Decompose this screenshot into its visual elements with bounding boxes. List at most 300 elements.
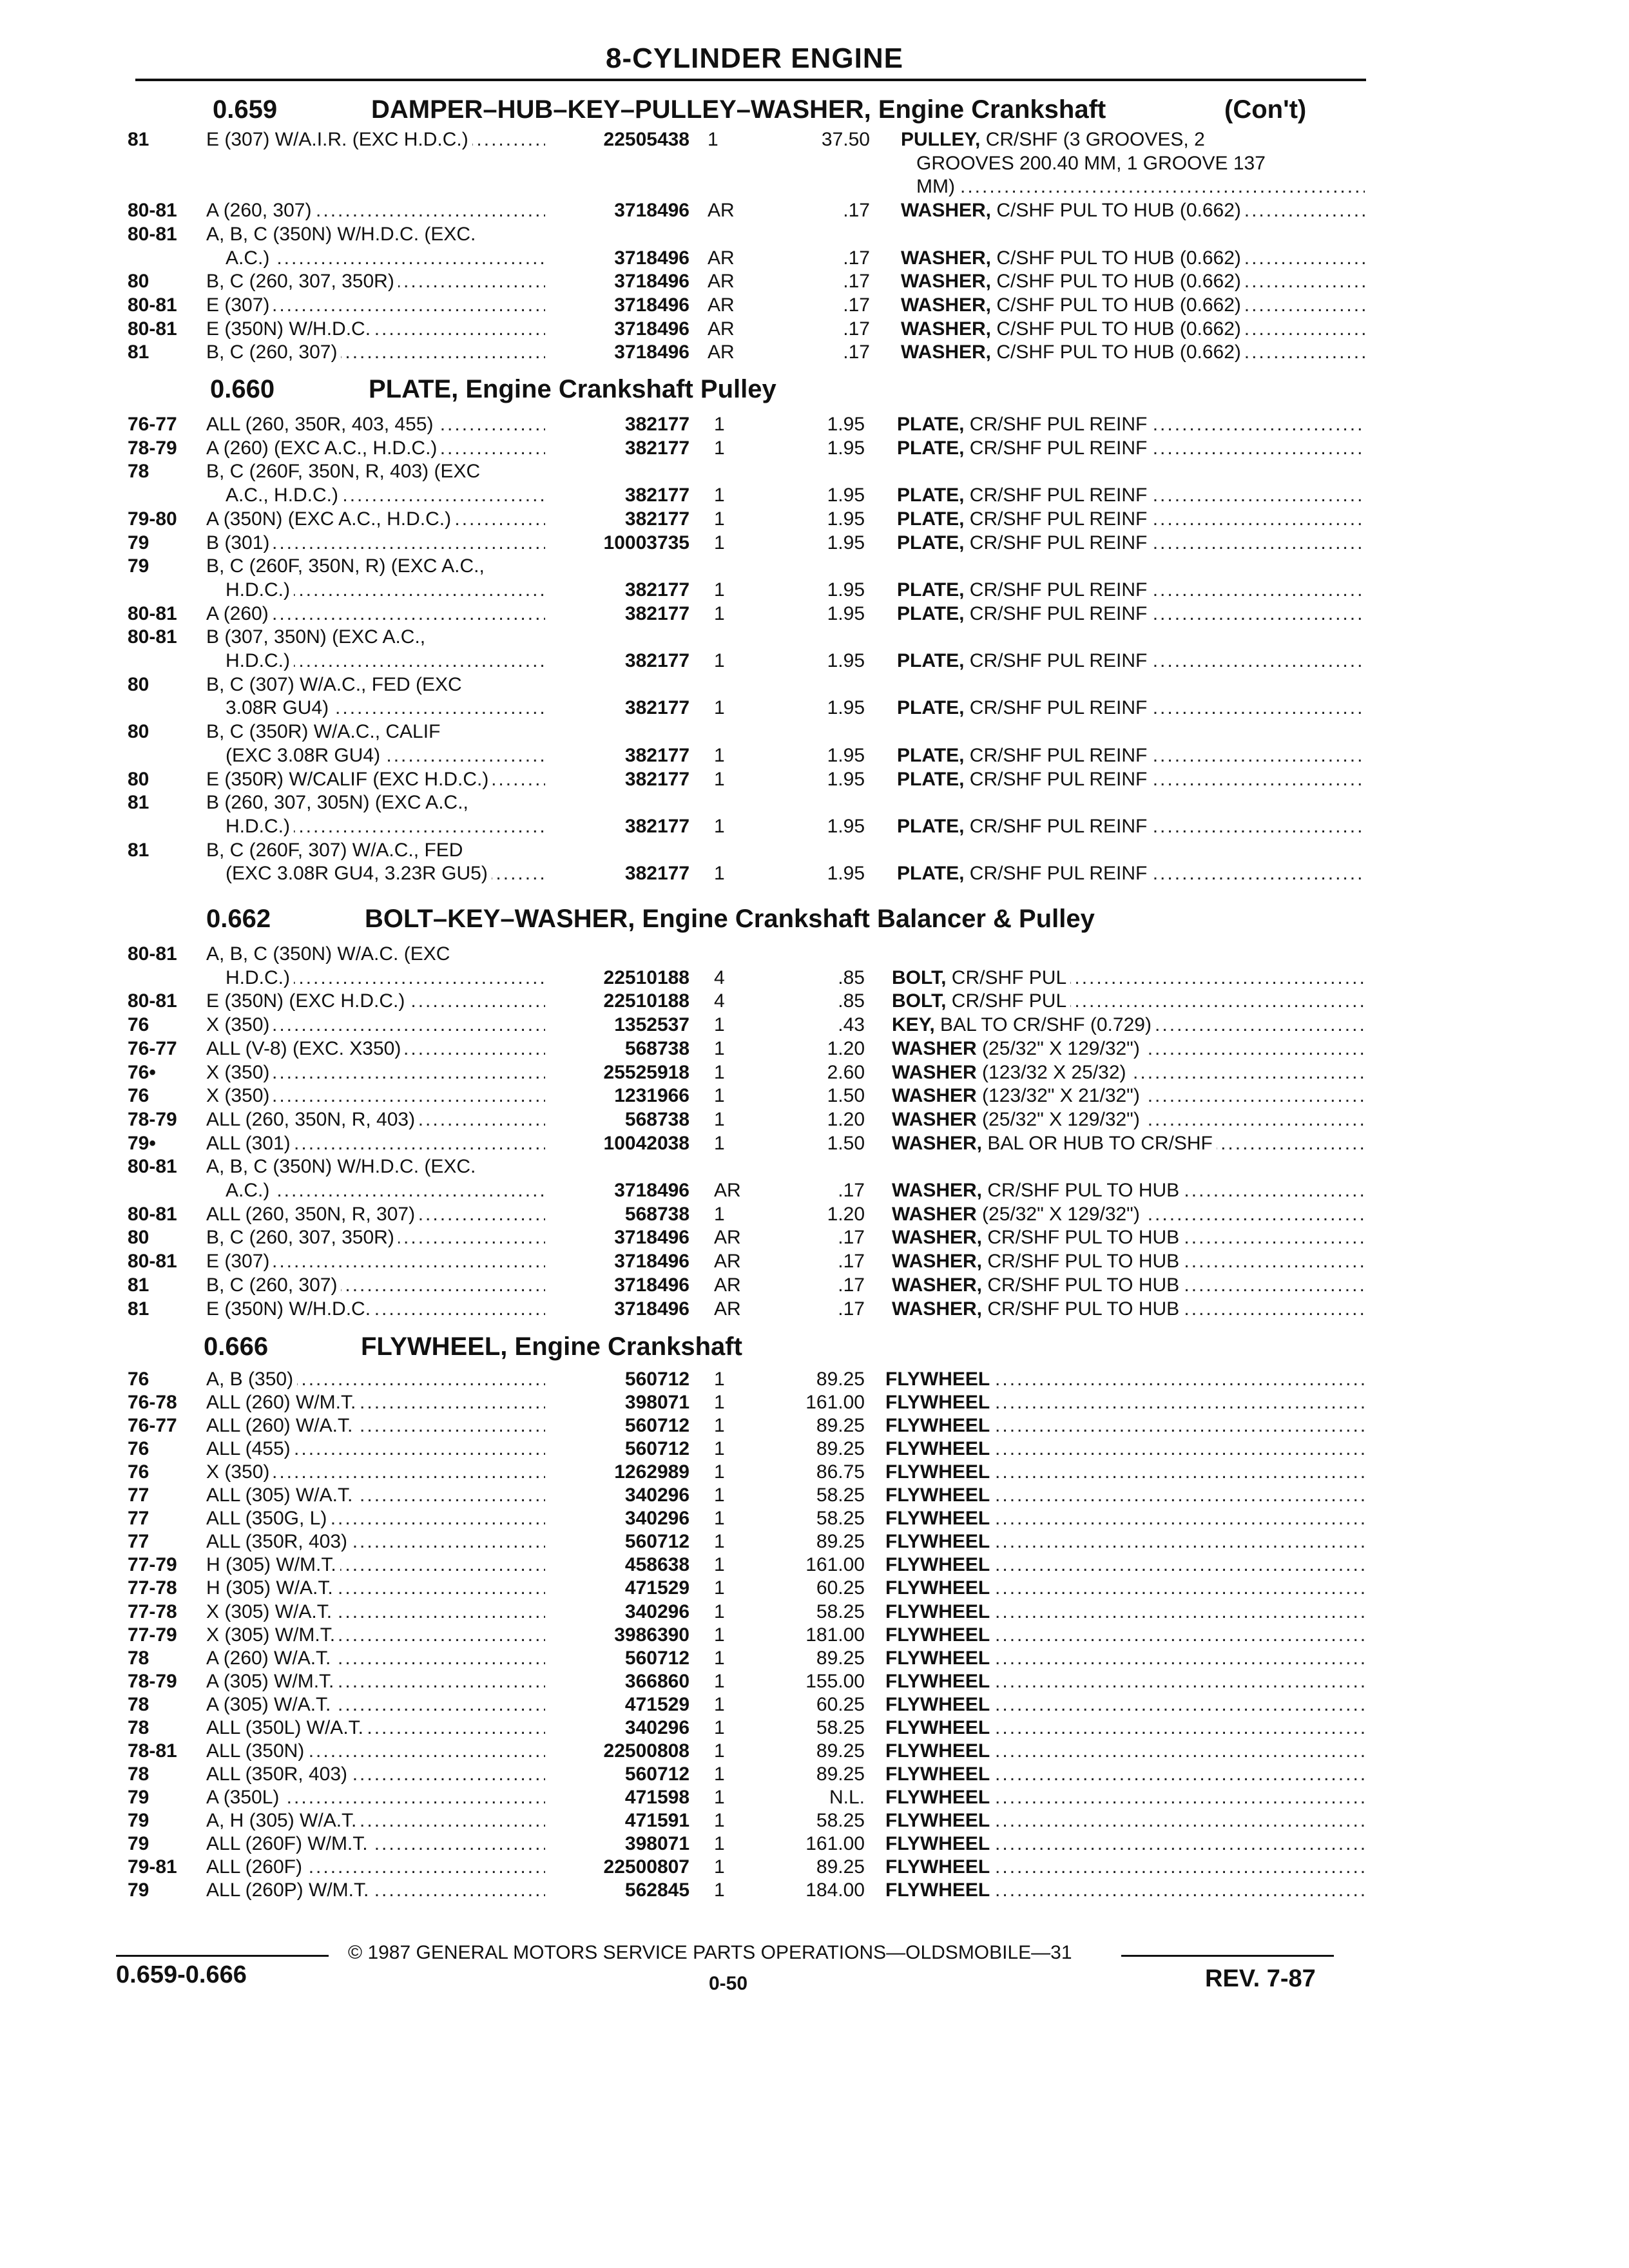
quantity: 4 — [714, 966, 725, 988]
quantity: 1 — [714, 1740, 725, 1762]
unit-price: 89.25 — [816, 1740, 865, 1762]
fitment-text: E (307) — [206, 1251, 273, 1272]
unit-price: 58.25 — [816, 1485, 865, 1506]
part-name — [885, 1833, 1365, 1855]
fitment-text: 3.08R GU4) — [226, 697, 333, 718]
quantity: 1 — [714, 697, 725, 719]
part-number: 382177 — [624, 437, 689, 459]
unit-price: .17 — [843, 318, 870, 340]
quantity: AR — [714, 1227, 741, 1249]
part-number: 22505438 — [603, 129, 689, 150]
unit-price: .17 — [838, 1180, 865, 1201]
model-year: 77-79 — [128, 1554, 177, 1576]
fitment-text: H.D.C.) — [226, 967, 294, 988]
part-name-keyword: PLATE, — [897, 579, 965, 601]
part-name-keyword: WASHER, — [901, 318, 992, 340]
fitment-text: H.D.C.) — [226, 650, 294, 671]
quantity: 1 — [714, 1531, 725, 1553]
part-number: 3718496 — [614, 1251, 689, 1273]
part-number: 398071 — [624, 1833, 689, 1854]
part-name-detail: CR/SHF PUL REINF — [969, 744, 1148, 766]
model-year: 77 — [128, 1485, 149, 1506]
part-name — [901, 294, 1365, 316]
part-name — [897, 769, 1365, 791]
model-year: 79• — [128, 1132, 156, 1154]
part-name — [885, 1671, 1365, 1693]
part-name — [897, 508, 1365, 530]
model-year: 78-79 — [128, 1670, 177, 1692]
model-year: 76 — [128, 1014, 149, 1036]
part-name-text — [892, 1062, 1130, 1083]
part-name-detail: C/SHF PUL TO HUB (0.662) — [996, 247, 1241, 269]
unit-price: 89.25 — [816, 1647, 865, 1669]
unit-price: 89.25 — [816, 1531, 865, 1553]
section-title: DAMPER–HUB–KEY–PULLEY–WASHER, Engine Crankshaft — [371, 95, 1106, 124]
part-name-keyword: PULLEY, — [901, 129, 981, 150]
model-year: 81 — [128, 792, 149, 814]
part-number: 471529 — [624, 1577, 689, 1599]
unit-price: .17 — [838, 1251, 865, 1273]
fitment-text: (EXC 3.08R GU4) — [226, 745, 384, 766]
part-name-text — [885, 1392, 994, 1413]
part-number: 3718496 — [614, 1298, 689, 1320]
unit-price: 1.95 — [827, 485, 865, 506]
part-name — [885, 1438, 1365, 1460]
model-year: 80-81 — [128, 318, 177, 340]
model-year: 80 — [128, 673, 149, 695]
model-year: 81 — [128, 1274, 149, 1296]
section-number: 0.666 — [204, 1332, 269, 1361]
fitment-description — [206, 555, 485, 577]
quantity: 1 — [714, 650, 725, 671]
unit-price: 1.20 — [827, 1203, 865, 1225]
part-name-text — [885, 1485, 994, 1506]
part-name-text — [897, 650, 1151, 671]
model-year: 76-77 — [128, 414, 177, 435]
fitment-text: A (260) W/A.T. — [206, 1648, 334, 1669]
fitment-text: X (350) — [206, 1461, 273, 1483]
unit-price: .17 — [843, 247, 870, 269]
part-name-text — [892, 1014, 1155, 1035]
part-name-text — [901, 271, 1245, 292]
part-name-text — [901, 200, 1245, 221]
quantity: AR — [708, 200, 735, 222]
fitment-text: E (350N) W/H.D.C. — [206, 1298, 374, 1320]
part-name-keyword: PLATE, — [897, 508, 965, 530]
part-name-text — [892, 1109, 1144, 1130]
quantity: 1 — [714, 1203, 725, 1225]
model-year: 79 — [128, 1786, 149, 1808]
part-name-text — [885, 1624, 994, 1646]
unit-price: 89.25 — [816, 1438, 865, 1460]
quantity: 1 — [714, 863, 725, 885]
part-name-keyword: WASHER — [892, 1108, 977, 1130]
part-name — [897, 532, 1365, 554]
part-name-detail: MM) — [916, 176, 955, 198]
part-name-text — [885, 1461, 994, 1483]
part-name-detail: CR/SHF PUL REINF — [969, 768, 1148, 790]
quantity: 1 — [714, 815, 725, 837]
part-name-keyword: BOLT, — [892, 966, 947, 988]
fitment-text: A (260) — [206, 603, 273, 624]
part-name-keyword: FLYWHEEL — [885, 1485, 990, 1506]
model-year: 81 — [128, 129, 149, 150]
part-number: 458638 — [624, 1554, 689, 1576]
part-name-detail: C/SHF PUL TO HUB (0.662) — [996, 318, 1241, 340]
part-number: 382177 — [624, 863, 689, 885]
part-name — [885, 1461, 1365, 1483]
quantity: 1 — [714, 1693, 725, 1715]
part-name-detail: (25/32" X 129/32") — [982, 1037, 1140, 1059]
part-name-keyword: FLYWHEEL — [885, 1809, 990, 1831]
part-number: 560712 — [624, 1415, 689, 1437]
fitment-text: A (350N) (EXC A.C., H.D.C.) — [206, 508, 455, 530]
part-name — [885, 1531, 1365, 1553]
unit-price: 184.00 — [805, 1879, 865, 1901]
unit-price: 1.95 — [827, 863, 865, 885]
section-title: PLATE, Engine Crankshaft Pulley — [369, 375, 776, 403]
quantity: AR — [708, 341, 735, 363]
part-name-detail: CR/SHF PUL — [951, 990, 1067, 1012]
unit-price: 60.25 — [816, 1693, 865, 1715]
fitment-description — [206, 674, 462, 696]
fitment-text: A, B, C (350N) W/H.D.C. (EXC. — [206, 223, 476, 245]
part-name-keyword: FLYWHEEL — [885, 1856, 990, 1878]
part-name-text — [897, 603, 1151, 624]
part-name-keyword: PLATE, — [897, 815, 965, 837]
part-name-detail: CR/SHF PUL REINF — [969, 437, 1148, 459]
part-name-detail: CR/SHF PUL REINF — [969, 508, 1148, 530]
model-year: 79 — [128, 532, 149, 553]
fitment-text: B, C (350R) W/A.C., CALIF — [206, 721, 441, 743]
part-name-keyword: FLYWHEEL — [885, 1369, 990, 1390]
part-name — [892, 1227, 1365, 1249]
quantity: 1 — [714, 1554, 725, 1576]
part-number: 340296 — [624, 1485, 689, 1506]
model-year: 77 — [128, 1508, 149, 1530]
part-name-text — [901, 129, 1205, 150]
part-name — [901, 129, 1205, 151]
part-number: 340296 — [624, 1600, 689, 1622]
unit-price: .85 — [838, 990, 865, 1012]
part-name — [885, 1415, 1365, 1437]
quantity: 1 — [714, 1809, 725, 1831]
fitment-text: H (305) W/M.T. — [206, 1554, 340, 1575]
fitment-text: H.D.C.) — [226, 816, 294, 837]
part-name-keyword: FLYWHEEL — [885, 1624, 990, 1646]
part-number: 382177 — [624, 485, 689, 506]
part-name-keyword: PLATE, — [897, 437, 965, 459]
part-name-keyword: FLYWHEEL — [885, 1763, 990, 1785]
part-number: 382177 — [624, 508, 689, 530]
unit-price: 60.25 — [816, 1577, 865, 1599]
fitment-text: A, B, C (350N) W/H.D.C. (EXC. — [206, 1156, 476, 1178]
model-year: 76-78 — [128, 1392, 177, 1414]
model-year: 78 — [128, 1693, 149, 1715]
part-name — [901, 200, 1365, 222]
model-year: 80 — [128, 721, 149, 743]
part-name — [892, 1038, 1365, 1060]
part-name — [885, 1508, 1365, 1530]
part-name-keyword: FLYWHEEL — [885, 1740, 990, 1762]
part-number: 560712 — [624, 1438, 689, 1460]
part-name-text — [885, 1369, 994, 1390]
model-year: 77-78 — [128, 1600, 177, 1622]
fitment-text: E (307) — [206, 294, 273, 316]
part-name-keyword: PLATE, — [897, 414, 965, 435]
quantity: AR — [708, 318, 735, 340]
part-name-keyword: FLYWHEEL — [885, 1438, 990, 1460]
fitment-text: A (305) W/A.T. — [206, 1694, 334, 1715]
fitment-text: X (350) — [206, 1014, 273, 1035]
part-name-keyword: FLYWHEEL — [885, 1461, 990, 1483]
unit-price: 1.95 — [827, 815, 865, 837]
part-name — [897, 603, 1365, 625]
quantity: 1 — [714, 1014, 725, 1036]
part-name-keyword: WASHER, — [901, 247, 992, 269]
unit-price: 1.95 — [827, 414, 865, 435]
unit-price: 1.95 — [827, 650, 865, 671]
part-name-text — [897, 816, 1151, 837]
description-line — [0, 461, 1629, 484]
header-rule — [135, 79, 1366, 81]
fitment-text: B, C (260F, 350N, R, 403) (EXC — [206, 461, 481, 483]
part-number: 3718496 — [614, 1180, 689, 1201]
part-name-text — [885, 1856, 994, 1878]
part-name — [897, 650, 1365, 672]
description-line — [0, 555, 1629, 579]
quantity: 1 — [714, 485, 725, 506]
part-name-detail: CR/SHF (3 GROOVES, 2 — [985, 129, 1205, 150]
quantity: 1 — [714, 1763, 725, 1785]
part-number: 3718496 — [614, 271, 689, 293]
quantity: 1 — [714, 1833, 725, 1854]
part-name-text — [897, 863, 1151, 884]
part-name — [892, 1062, 1365, 1084]
fitment-text: ALL (301) — [206, 1133, 294, 1154]
part-name-text — [901, 318, 1245, 340]
fitment-text: B, C (260F, 350N, R) (EXC A.C., — [206, 555, 485, 577]
part-name-keyword: FLYWHEEL — [885, 1577, 990, 1599]
quantity: AR — [714, 1251, 741, 1273]
part-number: 22510188 — [603, 990, 689, 1012]
part-name-keyword: FLYWHEEL — [885, 1716, 990, 1738]
part-number: 562845 — [624, 1879, 689, 1901]
part-name-keyword: FLYWHEEL — [885, 1647, 990, 1669]
part-name — [901, 341, 1365, 363]
fitment-text: A, B, C (350N) W/A.C. (EXC — [206, 943, 450, 965]
part-name — [885, 1810, 1365, 1832]
part-name-keyword: WASHER, — [892, 1132, 983, 1154]
fitment-text: ALL (260, 350N, R, 403) — [206, 1109, 419, 1130]
fitment-description — [206, 840, 463, 861]
part-name-text — [885, 1438, 994, 1459]
fitment-text: A (350L) — [206, 1787, 283, 1808]
unit-price: 89.25 — [816, 1763, 865, 1785]
part-name — [901, 271, 1365, 293]
model-year: 80-81 — [128, 223, 177, 245]
part-name — [892, 1085, 1365, 1107]
part-name-text — [892, 1251, 1183, 1272]
quantity: 1 — [714, 1369, 725, 1390]
unit-price: .43 — [838, 1014, 865, 1036]
footer-revision: REV. 7-87 — [1205, 1965, 1316, 1992]
model-year: 80-81 — [128, 990, 177, 1012]
part-name-text — [897, 414, 1151, 435]
part-name-keyword: PLATE, — [897, 863, 965, 885]
fitment-text: (EXC 3.08R GU4, 3.23R GU5) — [226, 863, 492, 884]
part-name-keyword: PLATE, — [897, 485, 965, 506]
part-name-text — [897, 532, 1151, 553]
model-year: 80-81 — [128, 602, 177, 624]
unit-price: 1.95 — [827, 532, 865, 553]
fitment-text: ALL (260F) — [206, 1856, 306, 1878]
part-number: 3718496 — [614, 1274, 689, 1296]
fitment-text: ALL (350R, 403) — [206, 1763, 351, 1785]
part-number: 22500807 — [603, 1856, 689, 1878]
quantity: AR — [714, 1180, 741, 1201]
quantity: AR — [714, 1298, 741, 1320]
part-name-keyword: FLYWHEEL — [885, 1879, 990, 1901]
fitment-text: ALL (350N) — [206, 1740, 308, 1762]
unit-price: 1.95 — [827, 508, 865, 530]
part-name — [892, 1204, 1365, 1225]
part-name-keyword: WASHER, — [892, 1251, 983, 1273]
footer-page-number: 0-50 — [709, 1973, 748, 1994]
section-number: 0.662 — [206, 905, 271, 933]
part-name — [901, 318, 1365, 340]
unit-price: 161.00 — [805, 1392, 865, 1414]
unit-price: .85 — [838, 966, 865, 988]
section-number: 0.659 — [213, 95, 278, 124]
part-number: 340296 — [624, 1716, 689, 1738]
part-number: 10042038 — [603, 1132, 689, 1154]
fitment-text: B (260, 307, 305N) (EXC A.C., — [206, 792, 468, 814]
part-name-detail: CR/SHF PUL REINF — [969, 863, 1148, 885]
part-name-detail: CR/SHF PUL REINF — [969, 602, 1148, 624]
section-number: 0.660 — [210, 375, 275, 403]
fitment-text: B (307, 350N) (EXC A.C., — [206, 626, 426, 648]
fitment-text: B, C (260, 307, 350R) — [206, 271, 398, 292]
quantity: 1 — [714, 1485, 725, 1506]
part-name-detail: BAL TO CR/SHF (0.729) — [940, 1014, 1152, 1036]
part-number: 366860 — [624, 1670, 689, 1692]
quantity: 1 — [714, 1716, 725, 1738]
fitment-text: H (305) W/A.T. — [206, 1577, 337, 1599]
footer-rule-left — [116, 1955, 329, 1957]
part-number: 568738 — [624, 1108, 689, 1130]
part-name-text — [901, 294, 1245, 316]
unit-price: 58.25 — [816, 1600, 865, 1622]
fitment-text: B, C (260F, 307) W/A.C., FED — [206, 839, 463, 861]
part-name-text — [892, 1227, 1183, 1248]
unit-price: 155.00 — [805, 1670, 865, 1692]
part-name-text — [916, 176, 959, 197]
unit-price: .17 — [843, 341, 870, 363]
fitment-text: ALL (260, 350N, R, 307) — [206, 1204, 419, 1225]
model-year: 78 — [128, 1647, 149, 1669]
part-name-line — [0, 153, 1629, 176]
part-number: 382177 — [624, 650, 689, 671]
part-name-detail: CR/SHF PUL REINF — [969, 485, 1148, 506]
fitment-text: A (260, 307) — [206, 200, 315, 221]
model-year: 78 — [128, 1716, 149, 1738]
quantity: 1 — [714, 1600, 725, 1622]
part-name — [885, 1601, 1365, 1623]
unit-price: 1.95 — [827, 744, 865, 766]
part-name — [885, 1554, 1365, 1576]
unit-price: 1.50 — [827, 1132, 865, 1154]
part-number: 3718496 — [614, 247, 689, 269]
model-year: 78 — [128, 461, 149, 483]
part-name-keyword: PLATE, — [897, 650, 965, 671]
part-name-text — [901, 247, 1245, 269]
fitment-text: E (307) W/A.I.R. (EXC H.D.C.) — [206, 129, 472, 150]
fitment-text: B, C (260, 307) — [206, 341, 341, 363]
part-number: 1352537 — [614, 1014, 689, 1036]
model-year: 80 — [128, 768, 149, 790]
part-name — [897, 816, 1365, 838]
quantity: 1 — [714, 1624, 725, 1646]
unit-price: 1.20 — [827, 1037, 865, 1059]
fitment-text: E (350N) (EXC H.D.C.) — [206, 990, 409, 1012]
unit-price: 89.25 — [816, 1856, 865, 1878]
part-number: 382177 — [624, 815, 689, 837]
part-name — [897, 414, 1365, 436]
part-name — [892, 990, 1365, 1012]
model-year: 81 — [128, 839, 149, 861]
quantity: 1 — [714, 1037, 725, 1059]
part-name-detail: C/SHF PUL TO HUB (0.662) — [996, 200, 1241, 222]
part-number: 382177 — [624, 744, 689, 766]
part-name — [885, 1717, 1365, 1739]
fitment-text: X (305) W/A.T. — [206, 1601, 336, 1622]
fitment-text: A (305) W/M.T. — [206, 1671, 338, 1692]
fitment-text: A, B (350) — [206, 1369, 297, 1390]
footer-section-range: 0.659-0.666 — [116, 1961, 247, 1988]
model-year: 80 — [128, 271, 149, 293]
model-year: 79-81 — [128, 1856, 177, 1878]
unit-price: 86.75 — [816, 1461, 865, 1483]
part-number: 382177 — [624, 579, 689, 601]
part-name-text — [885, 1740, 994, 1762]
quantity: 1 — [714, 1108, 725, 1130]
model-year: 76 — [128, 1461, 149, 1483]
part-name-keyword: BOLT, — [892, 990, 947, 1012]
part-name-text — [885, 1531, 994, 1552]
part-number: 560712 — [624, 1763, 689, 1785]
model-year: 78 — [128, 1763, 149, 1785]
fitment-description — [206, 792, 468, 814]
part-name-detail: CR/SHF PUL REINF — [969, 579, 1148, 601]
part-name — [885, 1577, 1365, 1599]
part-name-keyword: FLYWHEEL — [885, 1554, 990, 1576]
model-year: 79 — [128, 1833, 149, 1854]
part-name-text — [885, 1415, 994, 1436]
model-year: 80-81 — [128, 1203, 177, 1225]
quantity: 1 — [714, 1392, 725, 1414]
part-number: 25525918 — [603, 1061, 689, 1083]
model-year: 77 — [128, 1531, 149, 1553]
quantity: 1 — [708, 129, 718, 150]
part-name — [897, 697, 1365, 719]
unit-price: 1.95 — [827, 579, 865, 601]
fitment-text: ALL (260) W/A.T. — [206, 1415, 356, 1436]
fitment-text: A (260) (EXC A.C., H.D.C.) — [206, 437, 441, 459]
part-name-keyword: WASHER — [892, 1061, 977, 1083]
fitment-description — [206, 224, 476, 245]
model-year: 80-81 — [128, 626, 177, 648]
